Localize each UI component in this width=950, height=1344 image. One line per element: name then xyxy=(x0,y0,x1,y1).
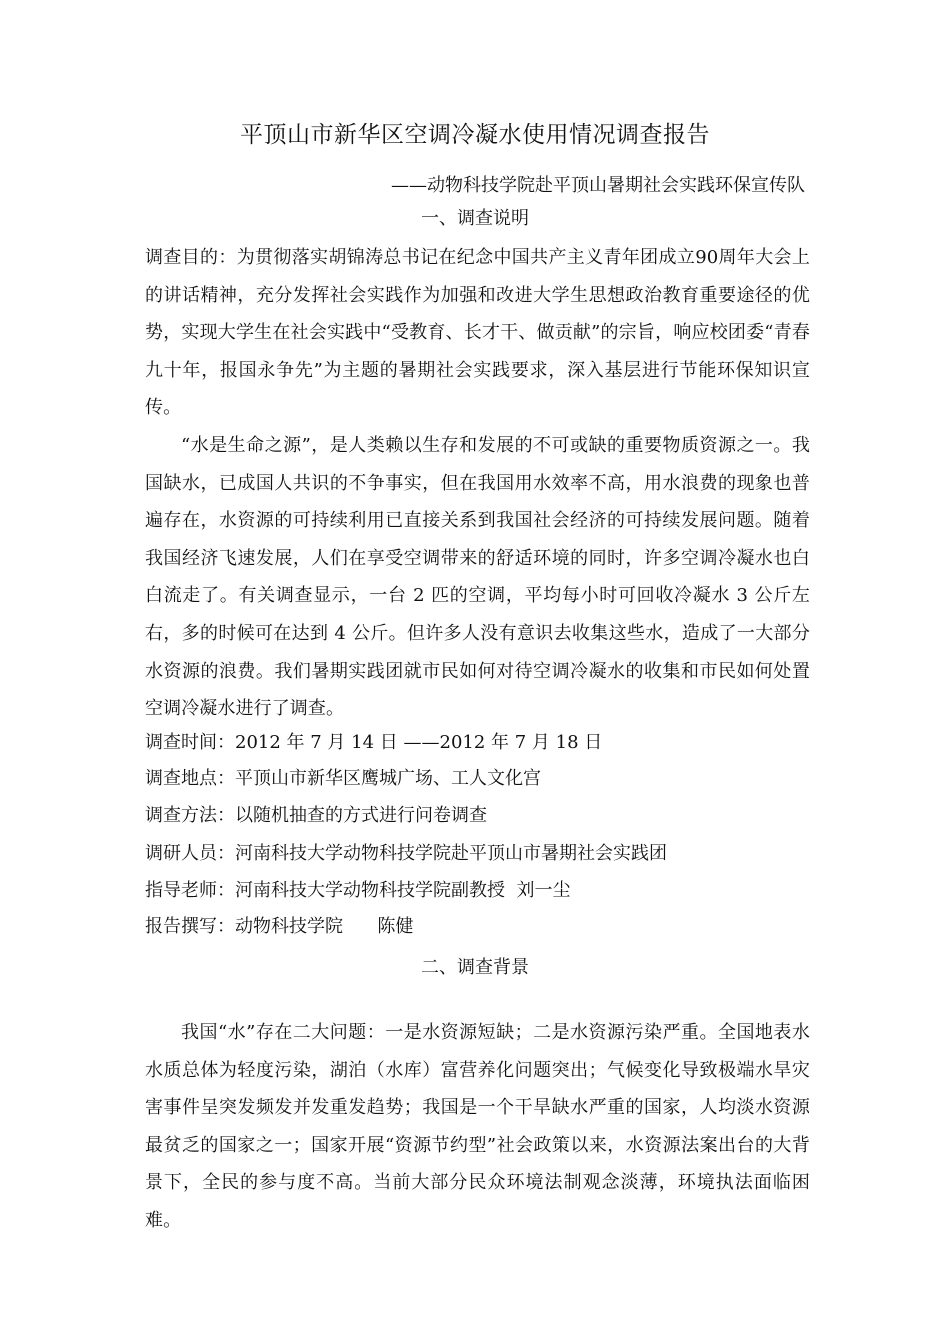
survey-advisor: 指导老师：河南科技大学动物科技学院副教授 刘一尘 xyxy=(145,880,571,901)
paragraph-survey-purpose: 调查目的：为贯彻落实胡锦涛总书记在纪念中国共产主义青年团成立90周年大会上的讲话精神，充分发挥社会实践作为加强和改进大学生思想政治教育重要途径的优势，实现大学生在社会实践中“受教育、长才干、做贡献”的宗旨，响应校团委“青春九十年，报国永争先”为主题的暑期社会实践要求，深入基层进行节能环保知识宣传。 xyxy=(145,247,810,419)
survey-researchers: 调研人员：河南科技大学动物科技学院赴平顶山市暑期社会实践团 xyxy=(145,843,667,864)
paragraph-water-intro: “水是生命之源”，是人类赖以生存和发展的不可或缺的重要物质资源之一。我国缺水，已成国人共识的不争事实，但在我国用水效率不高，用水浪费的现象也普遍存在，水资源的可持续利用已直接关系到我国社会经济的可持续发展问题。随着我国经济飞速发展，人们在享受空调带来的舒适环境的同时，许多空调冷凝水也白白流走了。有关调查显示，一台 2 匹的空调，平均每小时可回收冷凝水 3 公斤左右，多的时候可在达到 4 公斤。但许多人没有意识去收集这些水，造成了一大部分水资源的浪费。我们暑期实践团就市民如何对待空调冷凝水的收集和市民如何处置空调冷凝水进行了调查。 xyxy=(145,435,810,720)
report-subtitle: ——动物科技学院赴平顶山暑期社会实践环保宣传队 xyxy=(391,175,805,196)
survey-time: 调查时间：2012 年 7 月 14 日 ——2012 年 7 月 18 日 xyxy=(145,732,603,753)
report-title: 平顶山市新华区空调冷凝水使用情况调查报告 xyxy=(240,122,710,148)
section-heading-background: 二、调查背景 xyxy=(421,957,529,978)
section-heading-survey-description: 一、调查说明 xyxy=(421,208,529,229)
paragraph-background: 我国“水”存在二大问题：一是水资源短缺；二是水资源污染严重。全国地表水水质总体为轻度污染，湖泊（水库）富营养化问题突出；气候变化导致极端水旱灾害事件呈突发频发并发重发趋势；我国是一个干旱缺水严重的国家，人均淡水资源最贫乏的国家之一；国家开展“资源节约型”社会政策以来，水资源法案出台的大背景下，全民的参与度不高。当前大部分民众环境法制观念淡薄，环境执法面临困难。 xyxy=(145,1022,810,1231)
survey-place: 调查地点：平顶山市新华区鹰城广场、工人文化宫 xyxy=(145,768,541,789)
survey-method: 调查方法：以随机抽查的方式进行问卷调查 xyxy=(145,805,487,826)
report-author: 报告撰写：动物科技学院 陈健 xyxy=(145,916,414,937)
